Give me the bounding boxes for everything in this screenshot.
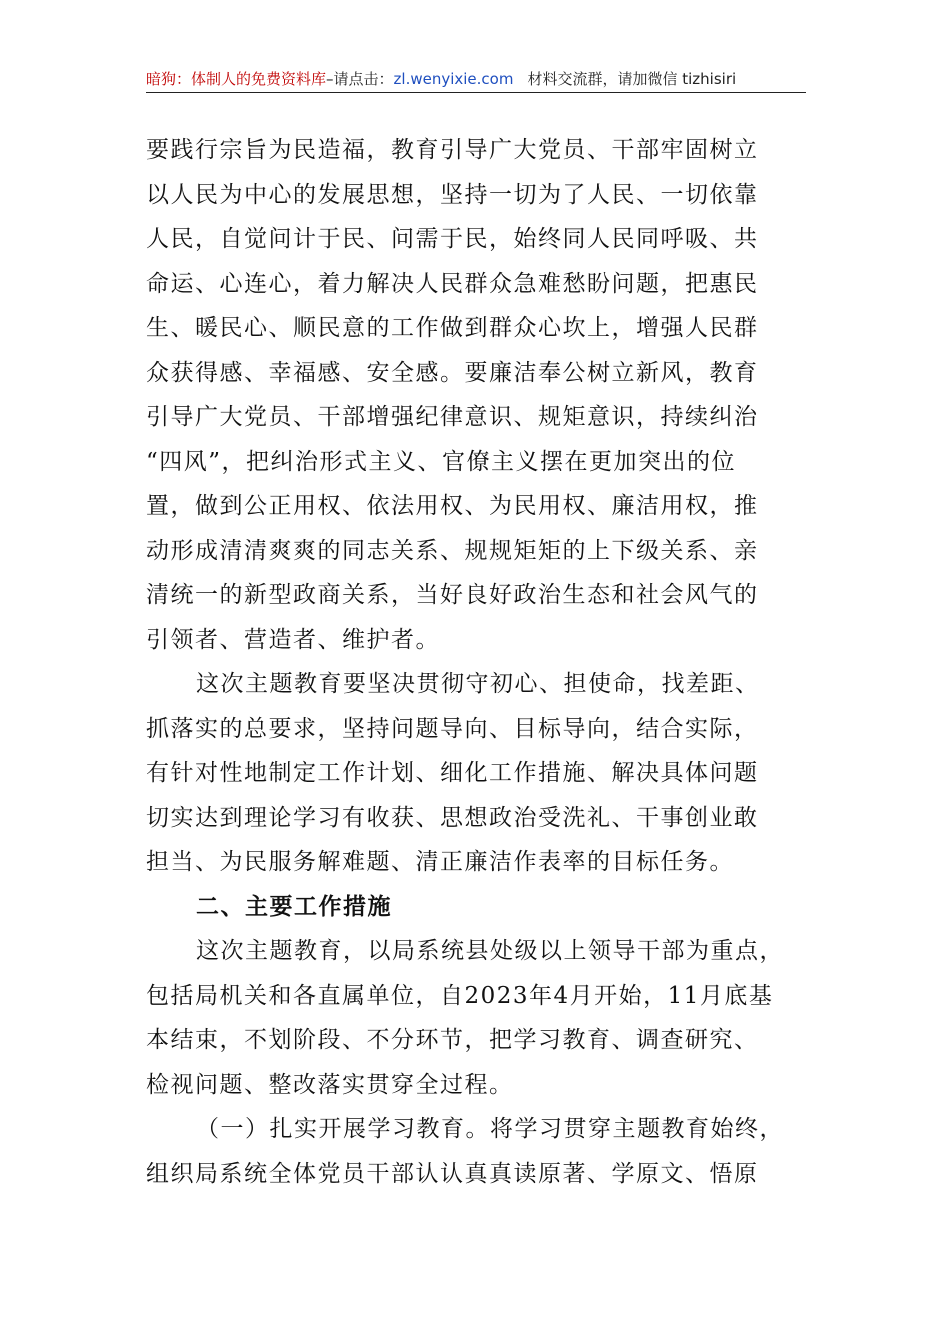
text-line: 组织局系统全体党员干部认认真真读原著、学原文、悟原 [146, 1160, 759, 1187]
text-line: 担当、为民服务解难题、清正廉洁作表率的目标任务。 [146, 849, 734, 875]
header-click-prompt: –请点击： [326, 70, 394, 88]
header-group-note: 材料交流群，请加微信 tizhisiri [527, 70, 737, 88]
text-line: 众获得感、幸福感、安全感。要廉洁奉公树立新风，教育 [146, 359, 759, 386]
text-line: “四风”，把纠治形式主义、官僚主义摆在更加突出的位 [146, 448, 737, 475]
header-url-link[interactable]: zl.wenyixie.com [393, 70, 514, 88]
text-line: （一）扎实开展学习教育。将学习贯穿主题教育始终， [196, 1116, 784, 1142]
text-line: 本结束，不划阶段、不分环节，把学习教育、调查研究、 [146, 1027, 759, 1053]
header-brand: 暗狗：体制人的免费资料库 [146, 70, 327, 88]
paragraph-3 [146, 929, 806, 1107]
text-line: 清统一的新型政商关系，当好良好政治生态和社会风气的 [146, 582, 759, 608]
paragraph-4 [146, 1107, 806, 1196]
page-header [146, 66, 806, 93]
text-line: 抓落实的总要求，坚持问题导向、目标导向，结合实际， [146, 715, 759, 742]
text-line: 这次主题教育要坚决贯彻守初心、担使命，找差距、 [196, 671, 760, 697]
text-line: 这次主题教育，以局系统县处级以上领导干部为重点， [196, 938, 784, 964]
section-heading: 二、主要工作措施 [196, 893, 392, 920]
text-line: 引领者、营造者、维护者。 [146, 626, 440, 653]
text-line: 生、暖民心、顺民意的工作做到群众心坎上，增强人民群 [146, 315, 759, 341]
text-line: 检视问题、整改落实贯穿全过程。 [146, 1071, 514, 1098]
text-line: 动形成清清爽爽的同志关系、规规矩矩的上下级关系、亲 [146, 537, 759, 564]
text-line: 切实达到理论学习有收获、思想政治受洗礼、干事创业敢 [146, 804, 759, 831]
text-line: 以人民为中心的发展思想，坚持一切为了人民、一切依靠 [146, 181, 759, 208]
text-line: 置，做到公正用权、依法用权、为民用权、廉洁用权，推 [146, 493, 759, 519]
paragraph-2 [146, 662, 806, 885]
text-line: 有针对性地制定工作计划、细化工作措施、解决具体问题 [146, 760, 759, 786]
text-line: 包括局机关和各直属单位，自2023年4月开始，11月底基 [146, 982, 774, 1009]
text-line: 命运、心连心，着力解决人民群众急难愁盼问题，把惠民 [146, 270, 759, 297]
text-line: 引导广大党员、干部增强纪律意识、规矩意识，持续纠治 [146, 404, 759, 430]
text-line: 人民，自觉问计于民、问需于民，始终同人民同呼吸、共 [146, 226, 759, 252]
document-body [146, 128, 806, 1196]
paragraph-1 [146, 128, 806, 662]
text-line: 要践行宗旨为民造福，教育引导广大党员、干部牢固树立 [146, 137, 759, 163]
